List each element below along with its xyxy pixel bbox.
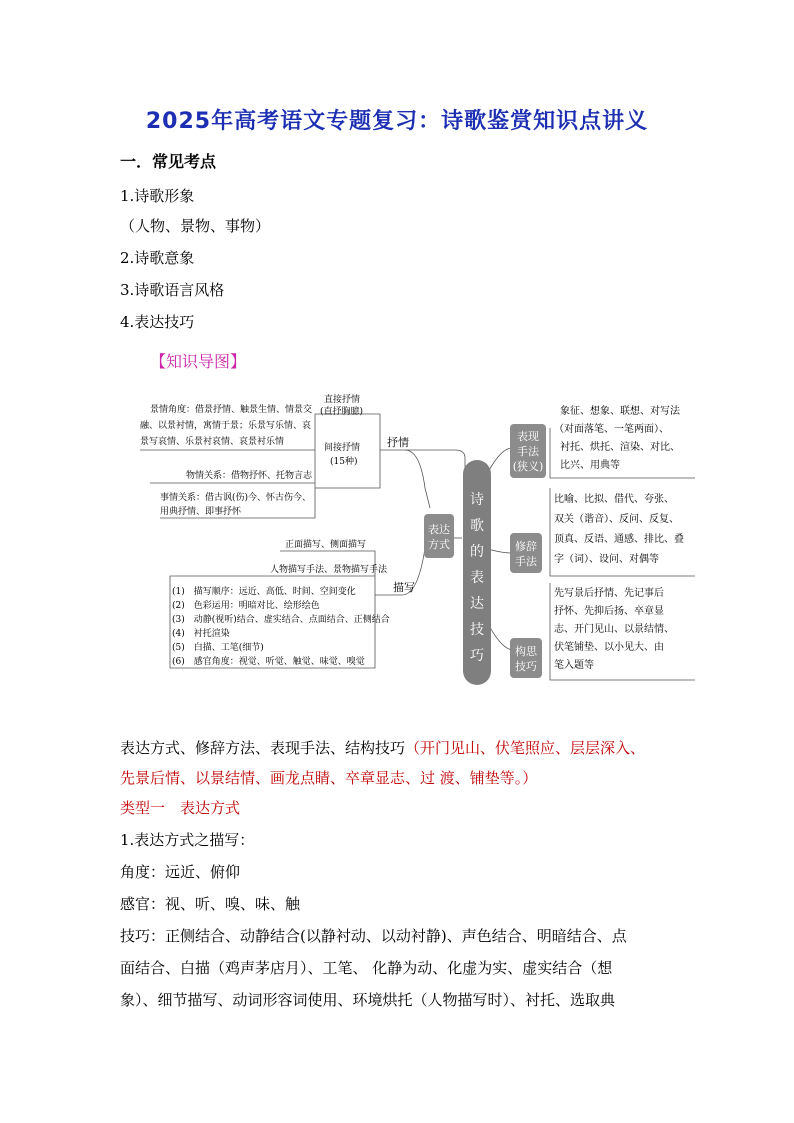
gousi-label: 构思	[515, 645, 537, 658]
gousi-text: 笔入题等	[554, 660, 594, 671]
center-char: 技	[470, 622, 484, 638]
biaoda-label: 表达	[428, 523, 450, 536]
xiuci-text: 双关（谐音）、反问、反复、	[554, 514, 679, 525]
biaoda-label: 方式	[428, 538, 450, 551]
xiuci-label: 手法	[515, 555, 537, 568]
technique-line: 象）、细节描写、动词形容词使用、环境烘托（人物描写时）、衬托、选取典	[120, 991, 616, 1009]
center-char: 歌	[470, 518, 484, 534]
biaoxian-label: 手法	[517, 445, 539, 458]
wuqing-text: 物情关系：借物抒怀、托物言志	[186, 471, 313, 481]
jingqing-text: 景情角度：借景抒情、触景生情、情景交	[150, 405, 313, 415]
type-heading: 类型一 表达方式	[120, 799, 241, 817]
miaoxie-list-item: (3) 动静(视听)结合、虚实结合、点面结合、正侧结合	[172, 615, 390, 625]
sense-line: 感官：视、听、嗅、味、触	[120, 895, 301, 913]
jingqing-text: 景写哀情、乐景衬哀情、哀景衬乐情	[140, 437, 285, 447]
biaoxian-text: 象征、想象、联想、对写法	[560, 406, 680, 417]
xiuci-text: 字（词）、设问、对偶等	[554, 554, 659, 565]
list-item: 1.诗歌形象	[120, 187, 195, 205]
center-char: 达	[470, 596, 484, 612]
list-item: （人物、景物、事物）	[120, 217, 271, 235]
biaoxian-label: (狭义)	[512, 460, 544, 473]
technique-line: 技巧：正侧结合、动静结合(以静衬动、以动衬静)、声色结合、明暗结合、点	[120, 927, 627, 945]
miaoxie-list-item: (5) 白描、工笔(细节)	[172, 643, 264, 653]
jingqing-text: 融、以景衬情，寓情于景；乐景写乐情、哀	[140, 421, 312, 431]
xiuci-label: 修辞	[515, 540, 537, 553]
center-char: 诗	[470, 492, 484, 508]
miaoxie-list-item: (6) 感官角度：视觉、听觉、触觉、味觉、嗅觉	[172, 657, 365, 667]
miaoxie-list-item: (2) 色彩运用：明暗对比、绘形绘色	[172, 601, 320, 611]
xiuci-text: 顶真、反语、通感、排比、叠	[554, 534, 684, 545]
biaoxian-text: 比兴、用典等	[560, 460, 620, 471]
center-char: 表	[470, 570, 484, 586]
gousi-text: 伏笔铺垫、以小见大、由	[554, 642, 664, 653]
paragraph-line	[120, 738, 645, 758]
shiqing-text: 用典抒情、即事抒怀	[160, 507, 242, 517]
gousi-text: 志、开门见山、以景结情、	[554, 624, 674, 635]
renwu-text: 人物描写手法、景物描写手法	[270, 565, 388, 575]
angle-line: 角度：远近、俯仰	[120, 863, 241, 881]
gousi-text: 先写景后抒情、先记事后	[554, 588, 664, 599]
biaoxian-text: 衬托、烘托、渲染、对比、	[560, 442, 680, 453]
sub-heading: 1.表达方式之描写：	[120, 831, 255, 849]
miaoxie-list-item: (1) 描写顺序：远近、高低、时间、空间变化	[172, 587, 356, 597]
biaoxian-text: （对面落笔、一笔两面）、	[554, 424, 669, 435]
center-char: 的	[470, 544, 484, 560]
zhijie-text: (直抒胸臆)	[320, 407, 364, 417]
section-heading: 一．常见考点	[120, 152, 217, 171]
shuqing-label: 抒情	[387, 436, 409, 449]
zhengmian-text: 正面描写、侧面描写	[285, 540, 367, 550]
jianjie-text: (15种)	[330, 457, 358, 467]
gousi-text: 抒怀、先抑后扬、卒章显	[554, 606, 664, 617]
mindmap-label: 【知识导图】	[150, 352, 247, 371]
list-item: 4.表达技巧	[120, 313, 195, 331]
shiqing-text: 事情关系：借古讽(伤)今、怀古伤今、	[160, 493, 312, 503]
paragraph-red-line: 先景后情、以景结情、画龙点睛、卒章显志、过 渡、铺垫等。）	[120, 769, 538, 787]
jianjie-text: 间接抒情	[324, 443, 361, 453]
zhijie-text: 直接抒情	[324, 395, 361, 405]
biaoda-node	[424, 514, 454, 558]
list-item: 2.诗歌意象	[120, 249, 195, 267]
paragraph-red: （开门见山、伏笔照应、层层深入、	[405, 739, 646, 757]
page-title: 2025年高考语文专题复习：诗歌鉴赏知识点讲义	[145, 109, 649, 134]
mind-map	[140, 388, 695, 688]
center-char: 巧	[470, 648, 484, 664]
biaoxian-label: 表现	[517, 430, 539, 443]
technique-line: 面结合、白描（鸡声茅店月）、工笔、 化静为动、化虚为实、虚实结合（想	[120, 959, 613, 977]
gousi-label: 技巧	[515, 660, 537, 673]
xiuci-text: 比喻、比拟、借代、夸张、	[554, 494, 674, 505]
list-item: 3.诗歌语言风格	[120, 281, 225, 299]
miaoxie-list-item: (4) 衬托渲染	[172, 629, 230, 639]
miaoxie-label: 描写	[393, 581, 415, 594]
paragraph-black: 表达方式、修辞方法、表现手法、结构技巧	[120, 739, 406, 757]
